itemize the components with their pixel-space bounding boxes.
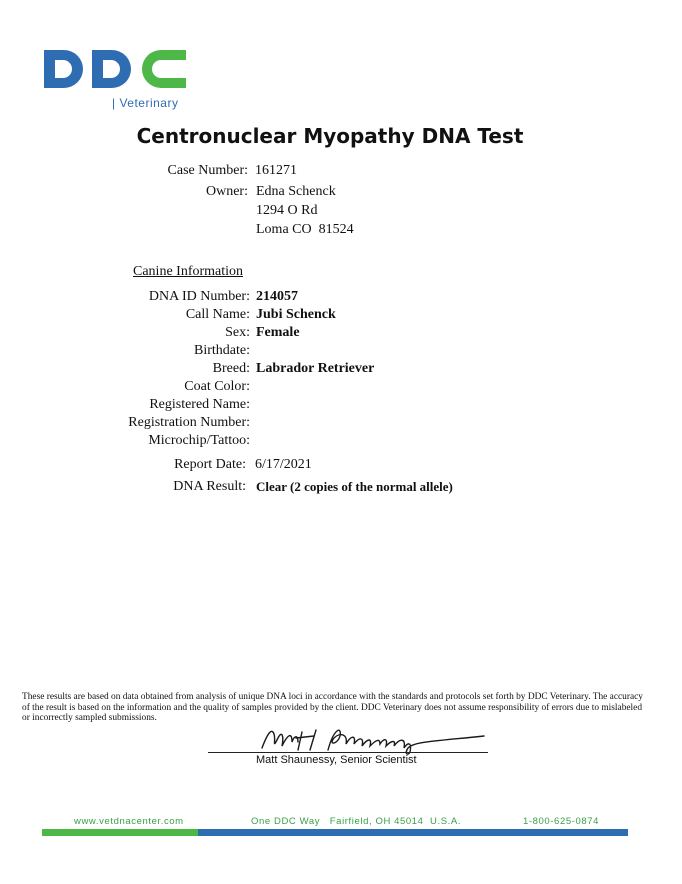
ddc-veterinary-logo (42, 44, 192, 114)
report-date-label: Report Date: (174, 457, 246, 472)
canine-breed-value: Labrador Retriever (256, 361, 375, 376)
case-number-value: 161271 (255, 163, 297, 178)
canine-birthdate-label: Birthdate: (194, 343, 250, 358)
canine-information-heading: Canine Information (133, 264, 244, 279)
footer-website: www.vetdnacenter.com (74, 816, 184, 827)
footer-bar-green (42, 829, 198, 836)
canine-microchip-tattoo-label: Microchip/Tattoo: (148, 433, 250, 448)
footer-color-bar (42, 829, 628, 836)
canine-coat-color-label: Coat Color: (184, 379, 250, 394)
owner-address-line2: Loma CO 81524 (256, 222, 354, 237)
owner-label: Owner: (206, 184, 248, 199)
page-title: Centronuclear Myopathy DNA Test (136, 124, 524, 148)
canine-dna-id-number-label: DNA ID Number: (148, 289, 250, 304)
dna-result-value: Clear (2 copies of the normal allele) (256, 479, 453, 494)
canine-registered-name-label: Registered Name: (149, 397, 250, 412)
signer-name-title: Matt Shaunessy, Senior Scientist (256, 754, 417, 766)
logo-subtitle: | Veterinary (112, 96, 179, 110)
case-number-label: Case Number: (167, 163, 248, 178)
canine-sex-value: Female (256, 325, 300, 340)
canine-dna-id-number-value: 214057 (256, 289, 298, 304)
owner-name: Edna Schenck (256, 184, 336, 199)
signature-block (208, 724, 498, 774)
signature-line (208, 752, 488, 753)
disclaimer-text: These results are based on data obtained from analysis of unique DNA loci in accordance with the standards and protocols set forth by DDC Veterinary. The accuracy of the result is based on the information and the quality of samples provided by the client. DDC Veterinary does not assume responsibility of errors due to mislabeled or incorrectly sampled submissions. (22, 692, 643, 724)
footer-address: One DDC Way Fairfield, OH 45014 U.S.A. (251, 816, 462, 827)
canine-call-name-label: Call Name: (185, 307, 250, 322)
footer-bar-blue (198, 829, 628, 836)
canine-registration-number-label: Registration Number: (128, 415, 250, 430)
ddc-logo-mark (42, 44, 192, 94)
canine-sex-label: Sex: (225, 325, 250, 340)
owner-address-line1: 1294 O Rd (256, 203, 318, 218)
canine-call-name-value: Jubi Schenck (256, 307, 336, 322)
footer-phone: 1-800-625-0874 (523, 816, 600, 827)
dna-result-label: DNA Result: (173, 479, 246, 494)
canine-breed-label: Breed: (212, 361, 250, 376)
report-date-value: 6/17/2021 (255, 457, 312, 472)
footer-contact (0, 816, 682, 830)
